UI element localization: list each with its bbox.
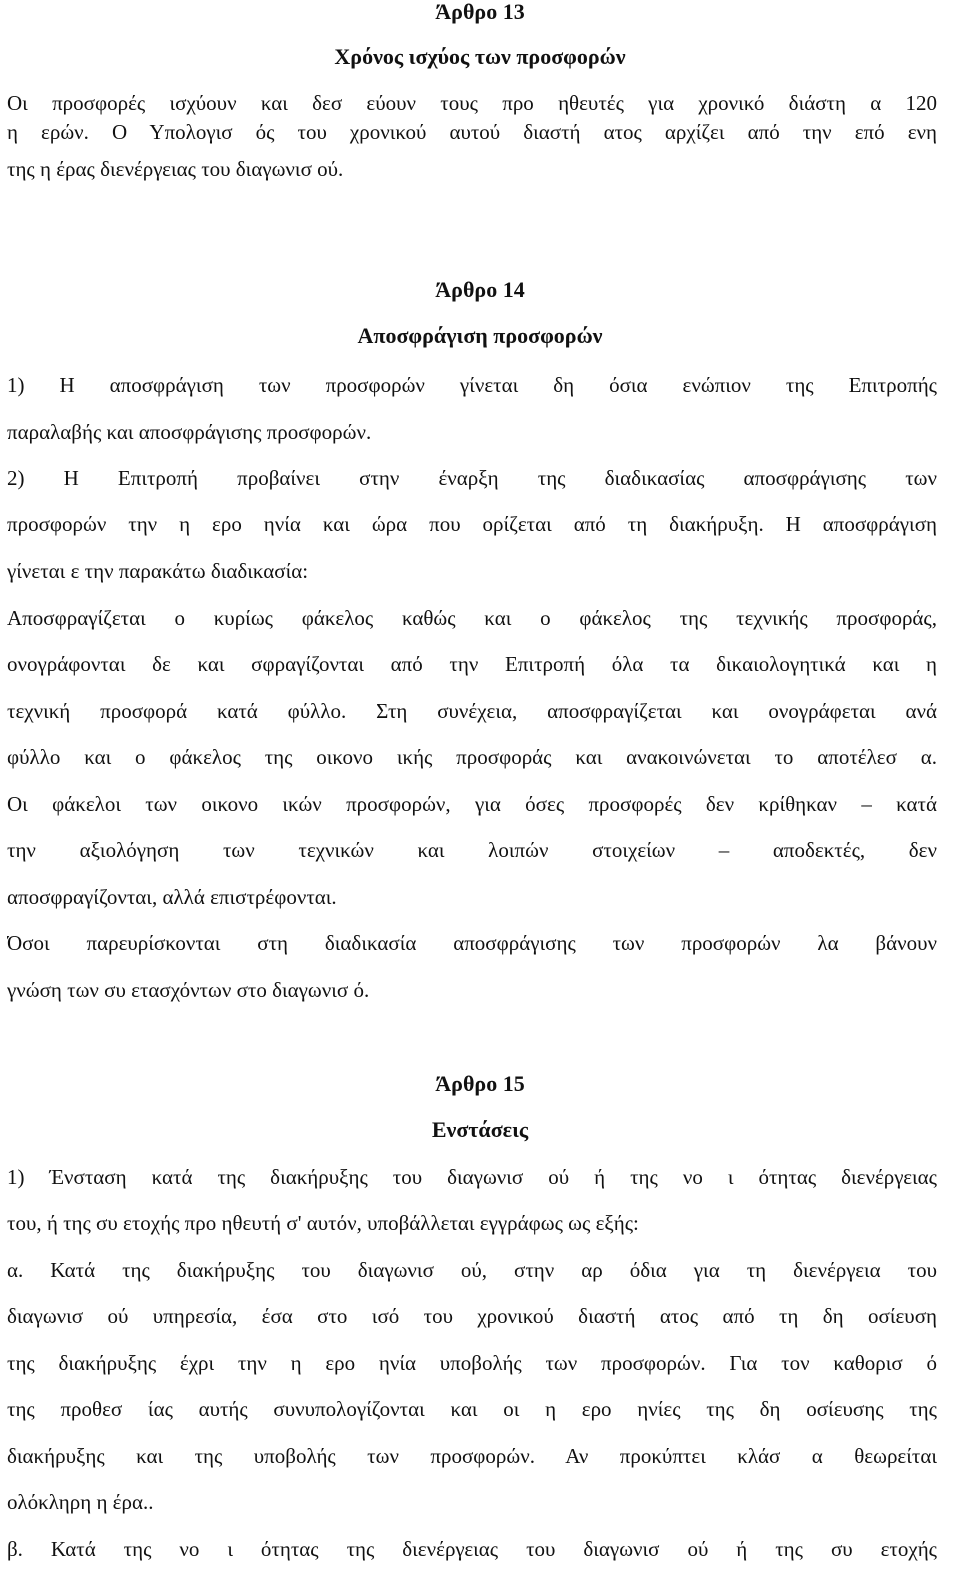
article-15-heading: Άρθρο 15: [435, 1072, 525, 1096]
article-14-line: Αποσφραγίζεται ο κυρίως φάκελος καθώς και ο φάκελος της τεχνικής προσφοράς,: [7, 606, 937, 630]
article-14-line: Όσοι παρευρίσκονται στη διαδικασία αποσφράγισης των προσφορών λα βάνουν: [7, 931, 937, 955]
article-14-line: Οι φάκελοι των οικονο ικών προσφορών, για όσες προσφορές δεν κρίθηκαν – κατά: [7, 792, 937, 816]
article-15-line: 1) Ένσταση κατά της διακήρυξης του διαγωνισ ού ή της νο ι ότητας διενέργειας: [7, 1165, 937, 1189]
article-14-line: παραλαβής και αποσφράγισης προσφορών.: [7, 420, 372, 444]
article-13-title: Χρόνος ισχύος των προσφορών: [334, 45, 626, 69]
article-15-line: ολόκληρη η έρα..: [7, 1490, 154, 1514]
article-13-line: η ερών. Ο Υπολογισ ός του χρονικού αυτού διαστή ατος αρχίζει από την επό ενη: [7, 120, 937, 144]
article-14-line: προσφορών την η ερο ηνία και ώρα που ορίζεται από τη διακήρυξη. Η αποσφράγιση: [7, 512, 937, 536]
article-13-line: της η έρας διενέργειας του διαγωνισ ού.: [7, 157, 344, 181]
article-13-line: Οι προσφορές ισχύουν και δεσ εύουν τους προ ηθευτές για χρονικό διάστη α 120: [7, 91, 937, 115]
article-15-line: α. Κατά της διακήρυξης του διαγωνισ ού, στην αρ όδια για τη διενέργεια του: [7, 1258, 937, 1282]
article-14-line: γίνεται ε την παρακάτω διαδικασία:: [7, 559, 309, 583]
article-14-line: 1) Η αποσφράγιση των προσφορών γίνεται δη όσια ενώπιον της Επιτροπής: [7, 373, 937, 397]
article-15-line: του, ή της συ ετοχής προ ηθευτή σ' αυτόν, υποβάλλεται εγγράφως ως εξής:: [7, 1211, 639, 1235]
article-14-line: 2) Η Επιτροπή προβαίνει στην έναρξη της διαδικασίας αποσφράγισης των: [7, 466, 937, 490]
article-15-line: διακήρυξης και της υποβολής των προσφορών. Αν προκύπτει κλάσ α θεωρείται: [7, 1444, 937, 1468]
article-14-line: τεχνική προσφορά κατά φύλλο. Στη συνέχεια, αποσφραγίζεται και ονογράφεται ανά: [7, 699, 937, 723]
article-15-line: διαγωνισ ού υπηρεσία, έσα στο ισό του χρονικού διαστή ατος από τη δη οσίευση: [7, 1304, 937, 1328]
article-14-line: ονογράφονται δε και σφραγίζονται από την Επιτροπή όλα τα δικαιολογητικά και η: [7, 652, 937, 676]
article-15-line: της προθεσ ίας αυτής συνυπολογίζονται και οι η ερο ηνίες της δη οσίευσης της: [7, 1397, 937, 1421]
article-13-heading: Άρθρο 13: [435, 0, 525, 24]
article-14-line: φύλλο και ο φάκελος της οικονο ικής προσφοράς και ανακοινώνεται το αποτέλεσ α.: [7, 745, 937, 769]
article-14-heading: Άρθρο 14: [435, 278, 525, 302]
article-14-line: την αξιολόγηση των τεχνικών και λοιπών στοιχείων – αποδεκτές, δεν: [7, 838, 937, 862]
article-14-line: αποσφραγίζονται, αλλά επιστρέφονται.: [7, 885, 337, 909]
article-15-line: της διακήρυξης έχρι την η ερο ηνία υποβολής των προσφορών. Για τον καθορισ ό: [7, 1351, 937, 1375]
article-14-line: γνώση των συ ετασχόντων στο διαγωνισ ό.: [7, 978, 370, 1002]
article-14-title: Αποσφράγιση προσφορών: [357, 324, 603, 348]
article-15-line: β. Κατά της νο ι ότητας της διενέργειας του διαγωνισ ού ή της συ ετοχής: [7, 1537, 937, 1561]
article-15-title: Ενστάσεις: [431, 1118, 529, 1142]
